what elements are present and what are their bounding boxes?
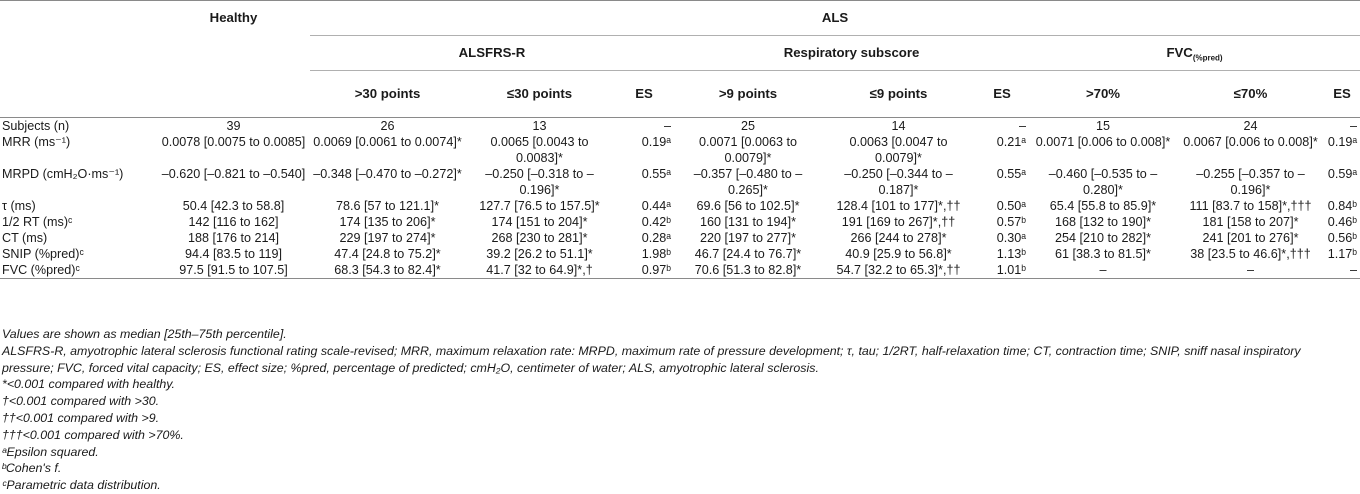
footnote: ᵇCohen's f. [2, 461, 62, 476]
table-cell: 254 [210 to 282]* [1055, 231, 1151, 245]
footnote: †††<0.001 compared with >70%. [2, 427, 184, 442]
table-cell: 40.9 [25.9 to 56.8]* [845, 247, 952, 261]
footnote: Values are shown as median [25th–75th percentile]. [2, 327, 287, 341]
table-footnotes [2, 326, 1352, 494]
table-body [0, 118, 1360, 279]
col-header: >30 points [354, 86, 421, 101]
table-row [0, 198, 1360, 214]
table-cell: 0.0071 [0.006 to 0.008]* [1035, 135, 1171, 149]
col-header: >9 points [718, 86, 778, 101]
table-cell: 41.7 [32 to 64.9]*,† [486, 263, 593, 277]
table-row [0, 214, 1360, 230]
footnote: ALSFRS-R, amyotrophic lateral sclerosis functional rating scale-revised; MRR, maximum relaxation rate: MRPD, maximum rate of pressure development; τ, tau; 1/2RT, half-relaxation time; CT, contraction time; SNIP, sniff nasal inspiratory pressure; FVC, forced vital capacity; ES, effect size; %pred, percentage of predicted; cmH₂O, centimeter of water; ALS, amyotrophic lateral sclerosis. [2, 343, 1301, 375]
header-fvc-main: FVC [1166, 45, 1193, 60]
footnote: ᶜParametric data distribution. [2, 478, 161, 493]
table-row [0, 118, 1360, 135]
table-cell: –0.250 [–0.318 to –0.196]* [485, 167, 594, 197]
row-label: CT (ms) [2, 231, 48, 245]
header-fvc [1029, 36, 1360, 71]
row-label: 1/2 RT (ms)ᶜ [2, 215, 73, 229]
header-alsfrs: ALSFRS-R [310, 36, 674, 71]
table-cell: 0.55ᵃ [641, 167, 671, 181]
table-cell: 181 [158 to 207]* [1202, 215, 1299, 229]
table-cell: 14 [891, 119, 906, 133]
table-cell: 69.6 [56 to 102.5]* [696, 199, 800, 213]
table-cell: 111 [83.7 to 158]*,††† [1189, 199, 1312, 213]
row-label: SNIP (%pred)ᶜ [2, 247, 84, 261]
table-cell: 97.5 [91.5 to 107.5] [179, 263, 288, 277]
table-cell: 268 [230 to 281]* [491, 231, 588, 245]
table-cell: – [663, 119, 671, 133]
table-cell: 61 [38.3 to 81.5]* [1055, 247, 1151, 261]
table-cell: 0.0071 [0.0063 to 0.0079]* [698, 135, 798, 165]
table-row [0, 246, 1360, 262]
table-cell: 0.19ᵃ [1327, 135, 1358, 149]
table-cell: 266 [244 to 278]* [850, 231, 947, 245]
table-cell: 174 [151 to 204]* [491, 215, 588, 229]
header-als: ALS [310, 1, 1360, 36]
table-cell: 0.44ᵃ [641, 199, 671, 213]
table-cell: 0.42ᵇ [641, 215, 671, 229]
table-cell: –0.620 [–0.821 to –0.540] [161, 167, 306, 181]
row-label: MRR (ms⁻¹) [2, 135, 71, 149]
table-cell: 25 [740, 119, 755, 133]
col-header: ES [1333, 86, 1351, 101]
table-cell: 168 [132 to 190]* [1055, 215, 1151, 229]
table-cell: –0.348 [–0.470 to –0.272]* [313, 167, 462, 181]
table-cell: –0.255 [–0.357 to –0.196]* [1196, 167, 1305, 197]
table-cell: – [1350, 119, 1358, 133]
header-healthy: Healthy [209, 10, 258, 26]
table-cell: 0.0069 [0.0061 to 0.0074]* [313, 135, 462, 149]
table-cell: 0.46ᵇ [1327, 215, 1358, 229]
footnote: ††<0.001 compared with >9. [2, 410, 160, 425]
row-label: FVC (%pred)ᶜ [2, 263, 80, 277]
table-cell: 0.0078 [0.0075 to 0.0085] [161, 135, 306, 149]
table-cell: 229 [197 to 274]* [339, 231, 436, 245]
table-cell: 1.98ᵇ [641, 247, 671, 261]
table-cell: 160 [131 to 194]* [700, 215, 796, 229]
col-header: ≤30 points [506, 86, 573, 101]
table-cell: 70.6 [51.3 to 82.8]* [694, 263, 802, 277]
col-header: ES [635, 86, 653, 101]
table-cell: 78.6 [57 to 121.1]* [336, 199, 439, 213]
table-cell: 0.0063 [0.0047 to 0.0079]* [849, 135, 948, 165]
table-cell: 241 [201 to 276]* [1202, 231, 1299, 245]
table-cell: 142 [116 to 162] [188, 215, 279, 229]
col-header: ≤70% [1233, 86, 1268, 101]
footnote: †<0.001 compared with >30. [2, 394, 160, 409]
row-label: τ (ms) [2, 199, 36, 213]
table-cell: 50.4 [42.3 to 58.8] [182, 199, 285, 213]
table-cell: 1.01ᵇ [996, 263, 1026, 277]
table-cell: 26 [380, 119, 395, 133]
row-label: Subjects (n) [2, 119, 70, 133]
table-cell: 127.7 [76.5 to 157.5]* [479, 199, 600, 213]
col-header: ≤9 points [869, 86, 928, 101]
table-cell: 0.55ᵃ [996, 167, 1026, 181]
col-header: >70% [1085, 86, 1121, 101]
table-cell: 13 [532, 119, 547, 133]
table-cell: 54.7 [32.2 to 65.3]*,†† [836, 263, 961, 277]
table-cell: 220 [197 to 277]* [700, 231, 796, 245]
table-cell: 39.2 [26.2 to 51.1]* [486, 247, 593, 261]
table-cell: 65.4 [55.8 to 85.9]* [1049, 199, 1157, 213]
table-cell: 15 [1095, 119, 1110, 133]
table-cell: 0.84ᵇ [1327, 199, 1358, 213]
table-cell: –0.357 [–0.480 to –0.265]* [693, 167, 803, 197]
table-cell: 0.57ᵇ [996, 215, 1026, 229]
table-cell: 0.21ᵃ [996, 135, 1026, 149]
table-cell: 0.30ᵃ [996, 231, 1026, 245]
row-label: MRPD (cmH₂O·ms⁻¹) [2, 167, 124, 181]
table-cell: 188 [176 to 214] [187, 231, 280, 245]
col-header: ES [993, 86, 1011, 101]
table-row [0, 134, 1360, 166]
table-cell: 0.56ᵇ [1327, 231, 1358, 245]
table-cell: – [1246, 263, 1254, 277]
table-cell: 46.7 [24.4 to 76.7]* [694, 247, 802, 261]
table-cell: 47.4 [24.8 to 75.2]* [334, 247, 441, 261]
table-cell: 0.59ᵃ [1327, 167, 1358, 181]
table-cell: –0.250 [–0.344 to –0.187]* [844, 167, 953, 197]
header-fvc-sub: (%pred) [1192, 53, 1223, 63]
table-cell: 1.17ᵇ [1327, 247, 1358, 261]
table-cell: 1.13ᵇ [996, 247, 1026, 261]
table-cell: 0.50ᵃ [996, 199, 1026, 213]
footnote: ᵃEpsilon squared. [2, 444, 99, 459]
table-cell: –0.460 [–0.535 to –0.280]* [1048, 167, 1158, 197]
table-cell: 0.28ᵃ [641, 231, 671, 245]
table-cell: 191 [169 to 267]*,†† [841, 215, 956, 229]
table-cell: 0.19ᵃ [641, 135, 671, 149]
table-row [0, 230, 1360, 246]
table-cell: 38 [23.5 to 46.6]*,††† [1190, 247, 1311, 261]
table-cell: 0.0067 [0.006 to 0.008]* [1183, 135, 1318, 149]
table-cell: – [1018, 119, 1026, 133]
table-cell: 39 [226, 119, 241, 133]
table-cell: 174 [135 to 206]* [339, 215, 436, 229]
table-cell: 24 [1243, 119, 1258, 133]
footnote: *<0.001 compared with healthy. [2, 377, 176, 392]
table-cell: 94.4 [83.5 to 119] [184, 247, 283, 261]
table-cell: – [1099, 263, 1107, 277]
table-row [0, 166, 1360, 198]
table-row [0, 262, 1360, 279]
table-cell: – [1350, 263, 1358, 277]
table-cell: 68.3 [54.3 to 82.4]* [334, 263, 441, 277]
header-respiratory: Respiratory subscore [674, 36, 1029, 71]
table-cell: 0.0065 [0.0043 to 0.0083]* [490, 135, 589, 165]
table-cell: 128.4 [101 to 177]*,†† [836, 199, 961, 213]
table-cell: 0.97ᵇ [641, 263, 671, 277]
